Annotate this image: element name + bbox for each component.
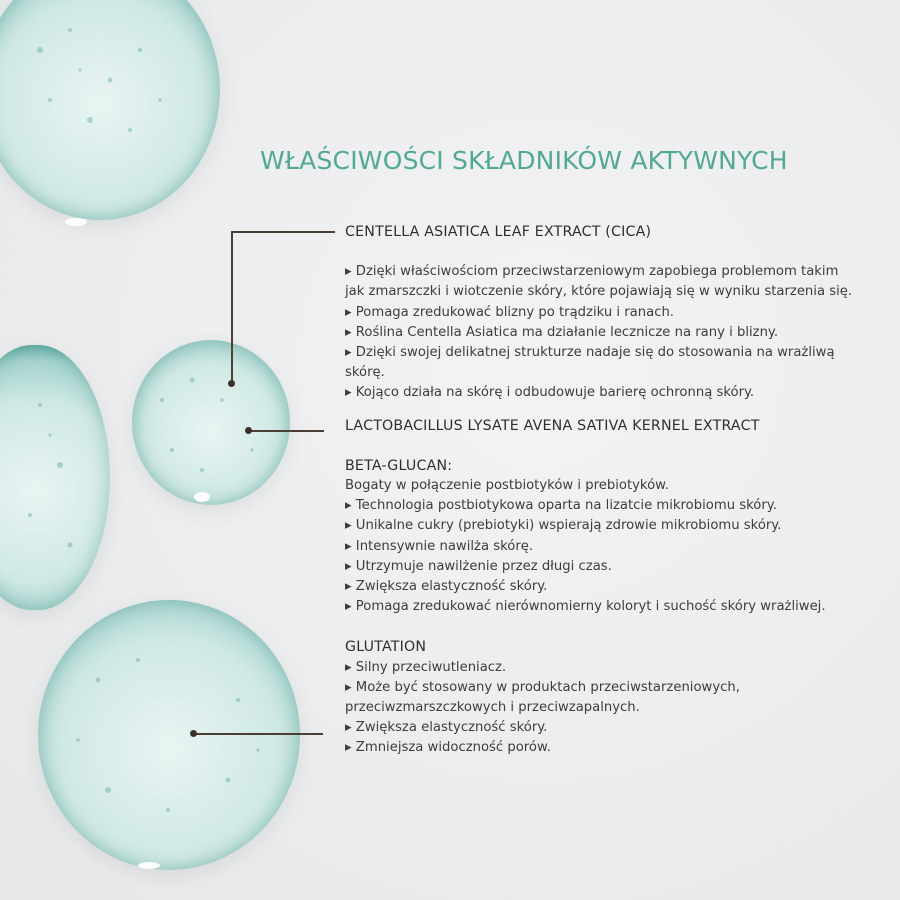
gel-drop-top xyxy=(0,0,220,220)
section-lactobacillus xyxy=(345,416,855,436)
gel-drop-middle xyxy=(132,340,290,505)
connector-line-cica-horizontal xyxy=(231,231,335,233)
connector-dot-lactobacillus xyxy=(245,427,252,434)
section-cica xyxy=(345,222,855,404)
list-item: ▸ Zwiększa elastyczność skóry. xyxy=(345,720,548,736)
ingredients-content xyxy=(345,222,855,759)
page-title: WŁAŚCIWOŚCI SKŁADNIKÓW AKTYWNYCH xyxy=(260,146,788,175)
list-item: Bogaty w połączenie postbiotyków i prebiotyków. xyxy=(345,478,669,494)
section-glutation xyxy=(345,637,855,758)
section-heading: LACTOBACILLUS LYSATE AVENA SATIVA KERNEL EXTRACT xyxy=(345,417,760,434)
section-heading: BETA-GLUCAN: xyxy=(345,457,453,474)
list-item: ▸ Unikalne cukry (prebiotyki) wspierają zdrowie mikrobiomu skóry. xyxy=(345,518,782,534)
list-item: ▸ Zmniejsza widoczność porów. xyxy=(345,740,551,756)
list-item: ▸ Pomaga zredukować nierównomierny koloryt i suchość skóry wrażliwej. xyxy=(345,599,826,615)
list-item: ▸ Silny przeciwutleniacz. xyxy=(345,659,507,675)
list-item: ▸ Pomaga zredukować blizny po trądziku i ranach. xyxy=(345,304,674,320)
connector-line-cica-vertical xyxy=(231,231,233,383)
list-item: ▸ Kojąco działa na skórę i odbudowuje barierę ochronną skóry. xyxy=(345,385,755,401)
list-item: ▸ Zwiększa elastyczność skóry. xyxy=(345,579,548,595)
list-item: ▸ Roślina Centella Asiatica ma działanie lecznicze na rany i blizny. xyxy=(345,324,779,340)
connector-line-lactobacillus xyxy=(248,430,324,432)
section-heading: CENTELLA ASIATICA LEAF EXTRACT (CICA) xyxy=(345,224,652,240)
list-item: ▸ Utrzymuje nawilżenie przez długi czas. xyxy=(345,558,612,574)
connector-line-glutation xyxy=(193,733,323,735)
list-item: ▸ Intensywnie nawilża skórę. xyxy=(345,538,534,554)
section-beta-glucan xyxy=(345,456,855,618)
gel-drop-left xyxy=(0,345,110,610)
section-heading: GLUTATION xyxy=(345,639,427,656)
connector-dot-cica xyxy=(228,380,235,387)
gel-drop-bottom xyxy=(38,600,300,870)
list-item: ▸ Dzięki właściwościom przeciwstarzeniowym zapobiega problemom takim jak zmarszczki i wiotczenie skóry, które pojawiają się w wyniku starzenia się. xyxy=(345,264,853,300)
list-item: ▸ Dzięki swojej delikatnej strukturze nadaje się do stosowania na wrażliwą skórę. xyxy=(345,345,835,381)
connector-dot-glutation xyxy=(190,730,197,737)
list-item: ▸ Może być stosowany w produktach przeciwstarzeniowych, przeciwzmarszczkowych i przeciwzapalnych. xyxy=(345,679,740,716)
list-item: ▸ Technologia postbiotykowa oparta na lizatcie mikrobiomu skóry. xyxy=(345,498,777,514)
